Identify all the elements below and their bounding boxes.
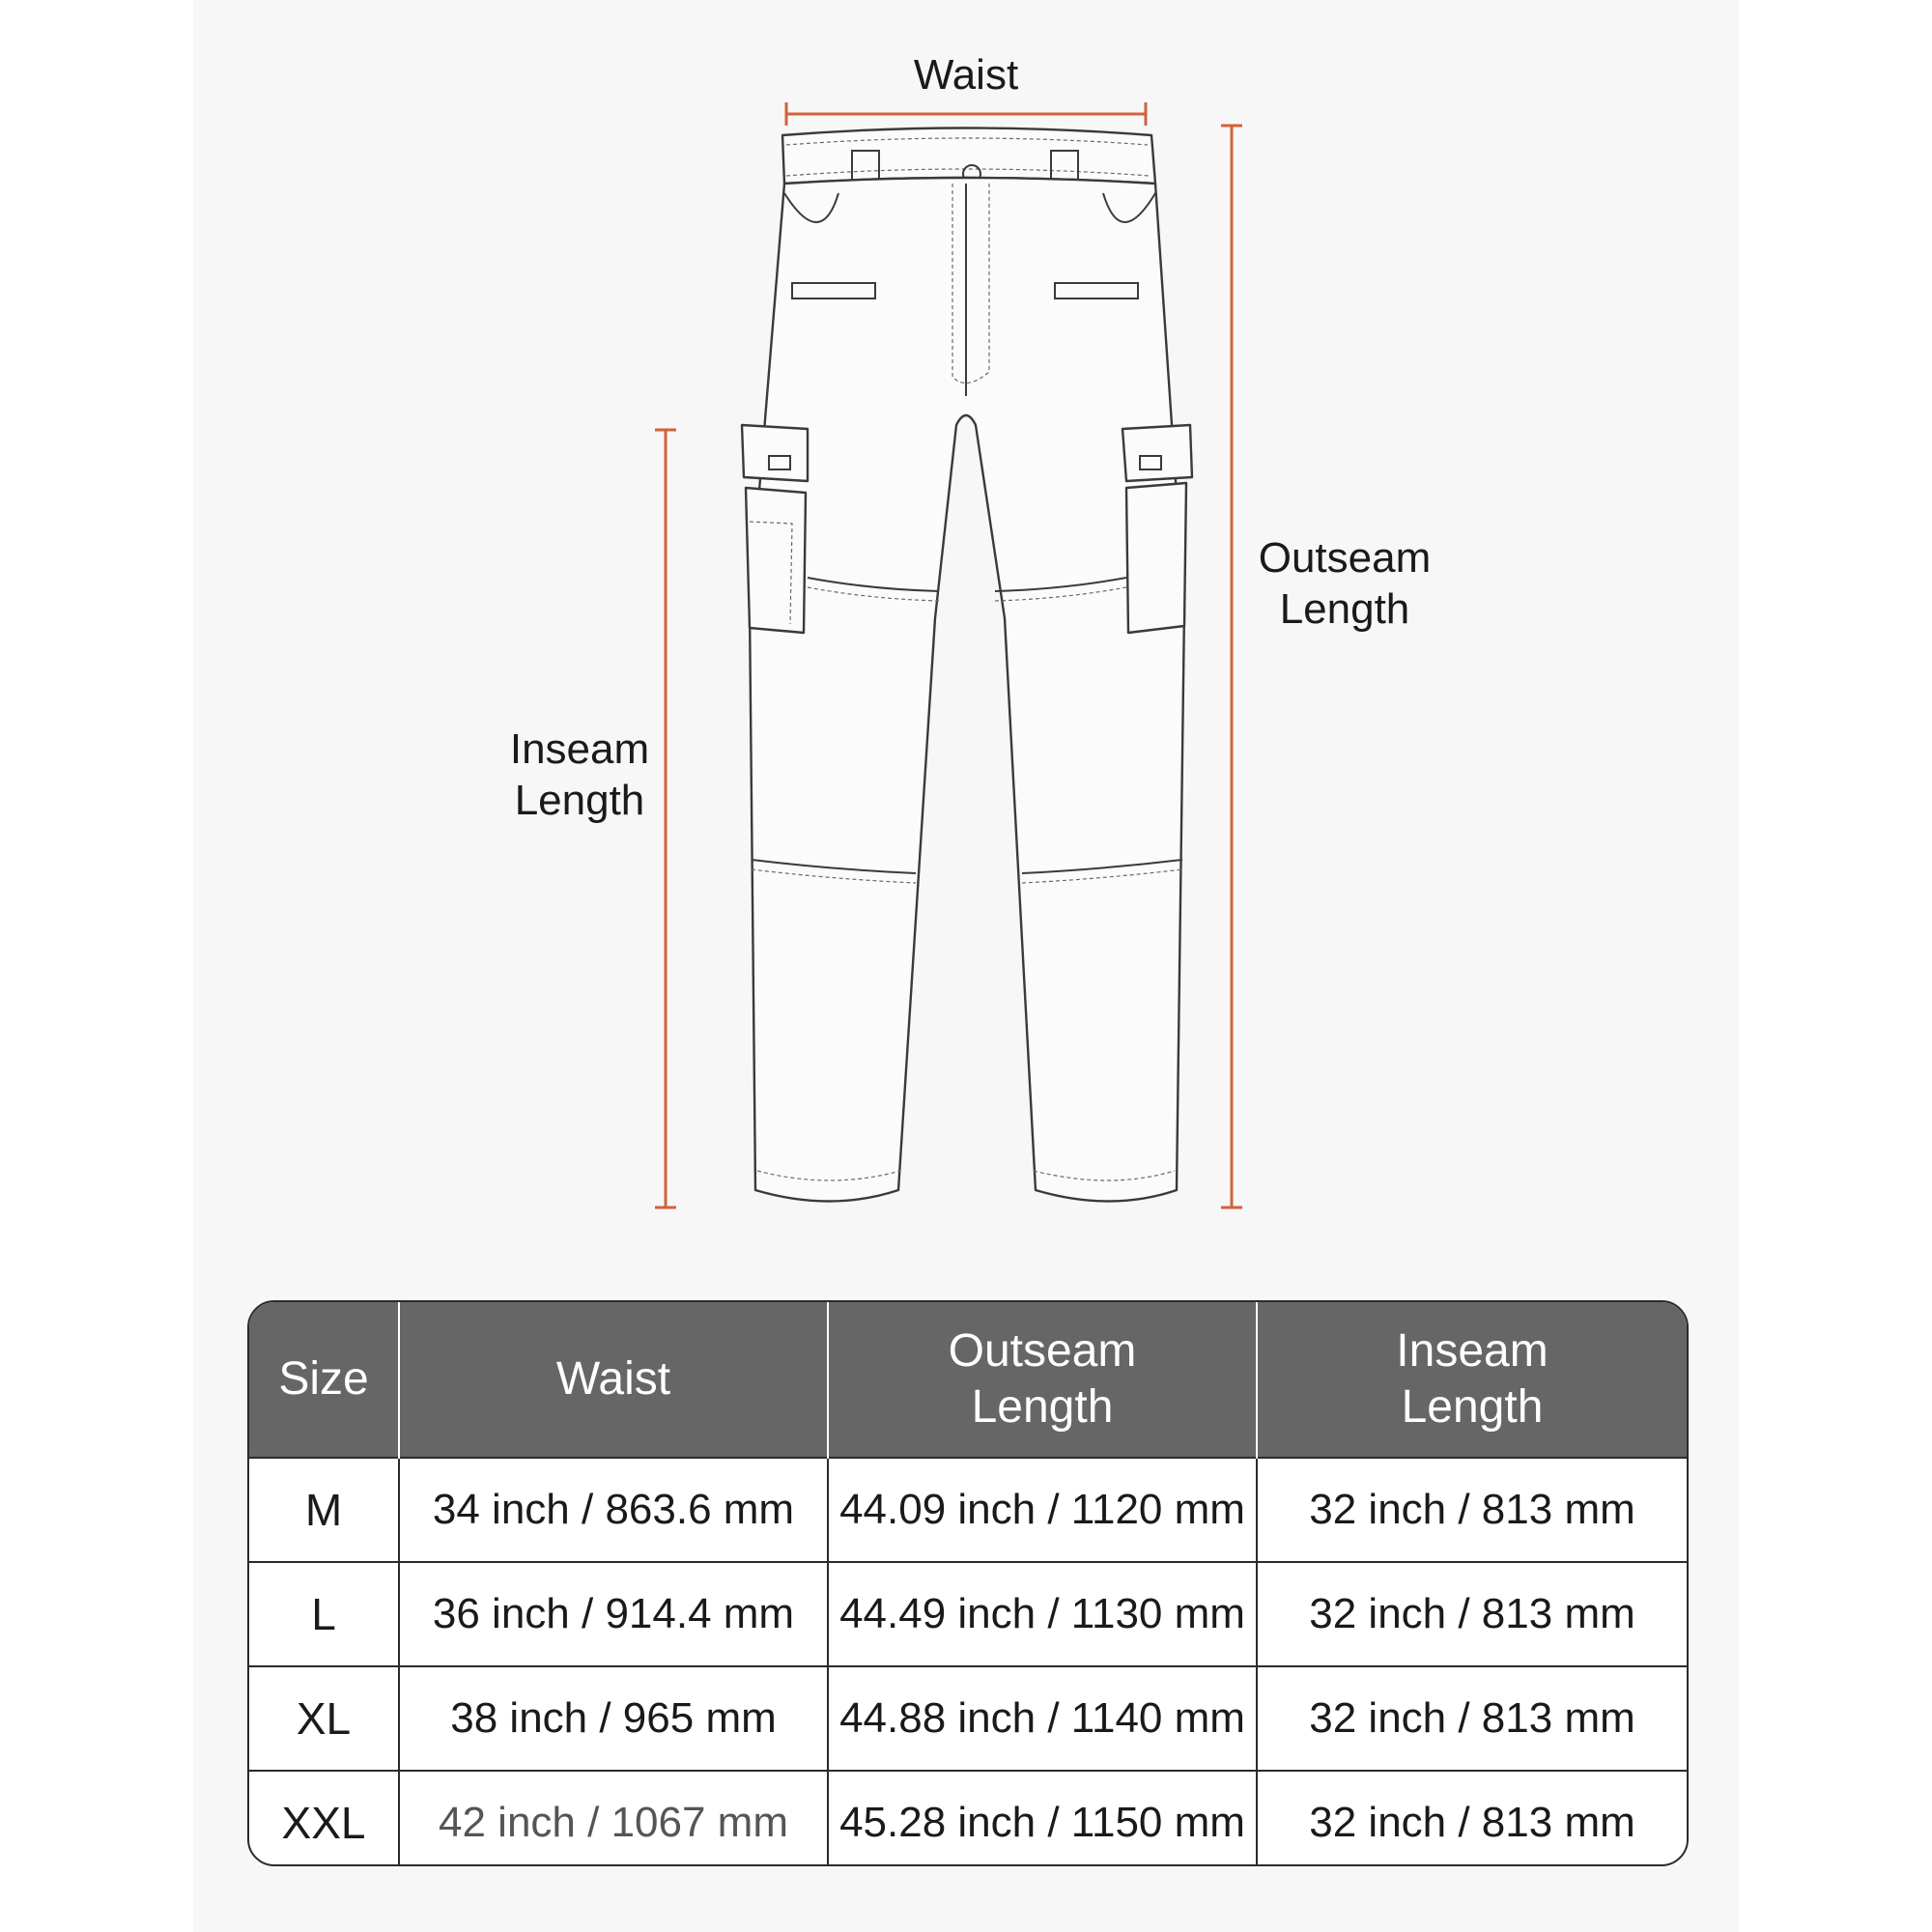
cell-size: L [249,1562,399,1666]
waist-label: Waist [913,51,1019,99]
cell-inseam: 32 inch / 813 mm [1257,1771,1687,1866]
table-row [249,1666,1687,1771]
table-row [249,1458,1687,1562]
cell-outseam: 44.49 inch / 1130 mm [828,1562,1257,1666]
table-header-row [249,1302,1687,1458]
cell-outseam: 44.09 inch / 1120 mm [828,1458,1257,1562]
outseam-length-label: Outseam Length [1258,534,1432,633]
cell-outseam: 45.28 inch / 1150 mm [828,1771,1257,1866]
cell-inseam: 32 inch / 813 mm [1257,1458,1687,1562]
table-row [249,1562,1687,1666]
cell-waist: 36 inch / 914.4 mm [399,1562,828,1666]
header-waist: Waist [399,1302,828,1458]
cell-size: M [249,1458,399,1562]
header-inseam-length: Inseam Length [1257,1302,1687,1458]
pants-illustration [742,128,1192,1202]
header-size: Size [249,1302,399,1458]
cell-inseam: 32 inch / 813 mm [1257,1666,1687,1771]
cell-size: XL [249,1666,399,1771]
table-row [249,1771,1687,1866]
cell-waist: 34 inch / 863.6 mm [399,1458,828,1562]
waist-dimension-line [786,102,1146,126]
inseam-length-label: Inseam Length [509,725,650,824]
cell-waist: 42 inch / 1067 mm [399,1771,828,1866]
cell-inseam: 32 inch / 813 mm [1257,1562,1687,1666]
header-outseam-length: Outseam Length [828,1302,1257,1458]
size-chart-table [247,1300,1689,1866]
cell-outseam: 44.88 inch / 1140 mm [828,1666,1257,1771]
outseam-dimension-line [1221,126,1242,1208]
cell-waist: 38 inch / 965 mm [399,1666,828,1771]
cell-size: XXL [249,1771,399,1866]
